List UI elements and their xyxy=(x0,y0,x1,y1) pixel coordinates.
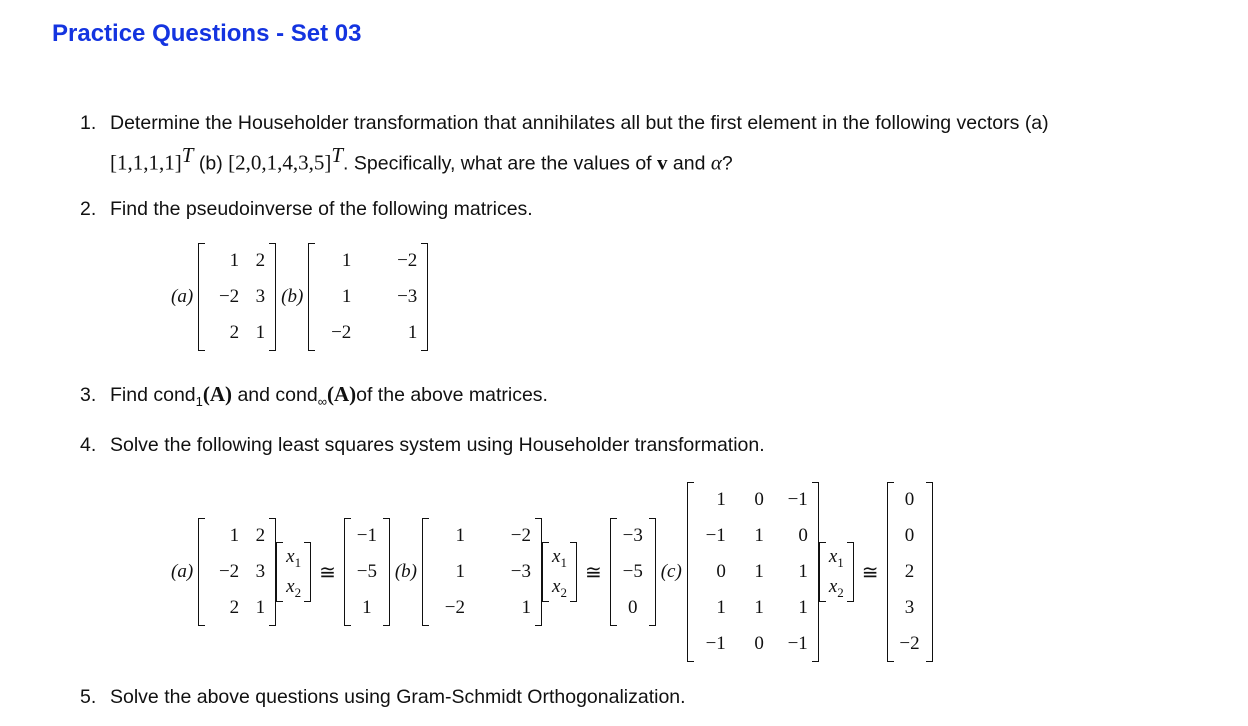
question-3-text: Find cond xyxy=(110,384,196,406)
vector-a: [1,1,1,1] xyxy=(110,150,182,175)
question-1-tail: . Specifically, what are the values of xyxy=(343,152,658,175)
question-number: 5. xyxy=(80,686,97,708)
question-1 xyxy=(80,112,1049,135)
label-b: (b) xyxy=(394,561,418,582)
matrix-entry: 1 xyxy=(754,561,764,582)
matrix-entry: −3 xyxy=(397,286,418,307)
and-text: and xyxy=(667,152,711,175)
question-5 xyxy=(80,686,686,709)
matrix-symbol: (A) xyxy=(326,382,357,406)
question-1-continued xyxy=(110,143,733,176)
matrix-entry: −1 xyxy=(787,489,808,510)
matrix-entry: 1 xyxy=(407,322,418,343)
matrix-entry: 1 xyxy=(341,286,352,307)
system-a-rhs-cells xyxy=(351,518,383,626)
system-b-matrix xyxy=(422,518,542,626)
matrix-entry: 2 xyxy=(255,525,266,546)
matrix-entry: 3 xyxy=(255,561,266,582)
system-a-matrix xyxy=(198,518,276,626)
unknown-vector xyxy=(542,542,577,602)
vector-entry: 1 xyxy=(362,597,372,618)
matrix-entry: 3 xyxy=(255,286,266,307)
question-2-matrices xyxy=(166,243,428,351)
page-title: Practice Questions - Set 03 xyxy=(52,20,362,47)
matrix-entry: 1 xyxy=(716,597,726,618)
transpose-mark: T xyxy=(181,143,194,167)
alpha-symbol: α xyxy=(710,150,722,175)
matrix-entry: −1 xyxy=(787,633,808,654)
question-4-systems xyxy=(166,482,933,662)
vector-entry: −1 xyxy=(356,525,377,546)
matrix-b-cells xyxy=(315,243,421,351)
approx-congruent-symbol: ≅ xyxy=(319,561,336,584)
question-number: 4. xyxy=(80,434,97,456)
matrix-entry: −1 xyxy=(705,525,726,546)
matrix-symbol: (A) xyxy=(202,382,233,406)
matrix-entry: 1 xyxy=(754,597,764,618)
matrix-entry: 1 xyxy=(716,489,726,510)
system-c-rhs-cells xyxy=(894,482,926,662)
question-4-text: Solve the following least squares system using Householder transformation. xyxy=(110,434,765,456)
matrix-entry: 1 xyxy=(798,561,808,582)
vector-entry: −5 xyxy=(356,561,377,582)
vector-entry: −5 xyxy=(622,561,643,582)
matrix-entry: 1 xyxy=(229,525,240,546)
label-a: (a) xyxy=(171,286,194,307)
matrix-entry: −2 xyxy=(444,597,466,618)
question-2 xyxy=(80,198,533,221)
matrix-entry: −2 xyxy=(218,561,240,582)
matrix-entry: −1 xyxy=(705,633,726,654)
subscript-1: 1 xyxy=(195,393,203,409)
matrix-entry: −3 xyxy=(510,561,532,582)
vector-entry: −2 xyxy=(899,633,920,654)
question-3 xyxy=(80,382,548,409)
matrix-entry: 1 xyxy=(255,597,266,618)
matrix-entry: 1 xyxy=(255,322,266,343)
vector-entry: −3 xyxy=(622,525,643,546)
matrix-entry: 1 xyxy=(229,250,240,271)
question-mark: ? xyxy=(721,152,733,175)
question-number: 2. xyxy=(80,198,97,220)
system-b-rhs xyxy=(610,518,656,626)
question-number: 3. xyxy=(80,384,97,406)
vector-entry: 3 xyxy=(904,597,915,618)
approx-congruent-symbol: ≅ xyxy=(861,561,879,584)
matrix-entry: 1 xyxy=(341,250,352,271)
matrix-entry: 1 xyxy=(455,525,466,546)
matrix-entry: 0 xyxy=(716,561,726,582)
vector-entry: 2 xyxy=(904,561,915,582)
x2-entry: $x_2$ xyxy=(552,576,567,600)
label-c: (c) xyxy=(660,561,682,582)
matrix-entry: 0 xyxy=(754,633,764,654)
x1-entry: $x_1$ xyxy=(552,546,567,570)
matrix-entry: −2 xyxy=(397,250,418,271)
vector-b: [2,0,1,4,3,5] xyxy=(228,150,332,175)
and-cond: and cond xyxy=(232,384,318,406)
system-c-matrix xyxy=(687,482,819,662)
system-b-matrix-cells xyxy=(429,518,535,626)
matrix-entry: 2 xyxy=(229,597,240,618)
question-3-tail: of the above matrices. xyxy=(356,384,548,406)
matrix-a xyxy=(198,243,276,351)
matrix-entry: −2 xyxy=(510,525,532,546)
matrix-entry: 1 xyxy=(798,597,808,618)
label-b: (b) xyxy=(193,152,229,175)
approx-congruent-symbol: ≅ xyxy=(584,561,602,584)
system-a-rhs xyxy=(344,518,390,626)
subscript-infinity: ∞ xyxy=(317,393,327,409)
matrix-a-cells xyxy=(205,243,269,351)
matrix-b xyxy=(308,243,428,351)
v-symbol: v xyxy=(657,150,668,175)
unknown-vector xyxy=(819,542,854,602)
vector-entry: 0 xyxy=(904,489,915,510)
matrix-entry: 0 xyxy=(798,525,808,546)
x1-entry: $x_1$ xyxy=(286,546,302,570)
matrix-entry: 1 xyxy=(455,561,466,582)
x1-entry: $x_1$ xyxy=(828,546,844,570)
question-number: 1. xyxy=(80,112,97,134)
unknown-vector xyxy=(276,542,311,602)
matrix-entry: 1 xyxy=(521,597,532,618)
vector-entry: 0 xyxy=(627,597,638,618)
label-a: (a) xyxy=(171,561,194,582)
x2-entry: $x_2$ xyxy=(828,576,844,600)
system-c-matrix-cells xyxy=(694,482,812,662)
matrix-entry: −2 xyxy=(218,286,240,307)
system-a-matrix-cells xyxy=(205,518,269,626)
system-c-rhs xyxy=(887,482,933,662)
matrix-entry: 2 xyxy=(255,250,266,271)
transpose-mark: T xyxy=(331,143,344,167)
system-b-rhs-cells xyxy=(617,518,649,626)
question-1-text: Determine the Householder transformation that annihilates all but the first element in the following vectors (a) xyxy=(110,112,1049,134)
matrix-entry: −2 xyxy=(331,322,352,343)
x2-entry: $x_2$ xyxy=(286,576,302,600)
matrix-entry: 2 xyxy=(229,322,240,343)
matrix-entry: 1 xyxy=(754,525,764,546)
question-2-text: Find the pseudoinverse of the following matrices. xyxy=(110,198,533,220)
label-b: (b) xyxy=(281,286,304,307)
vector-entry: 0 xyxy=(904,525,915,546)
matrix-entry: 0 xyxy=(754,489,764,510)
question-5-text: Solve the above questions using Gram-Schmidt Orthogonalization. xyxy=(110,686,686,708)
question-4 xyxy=(80,434,765,457)
